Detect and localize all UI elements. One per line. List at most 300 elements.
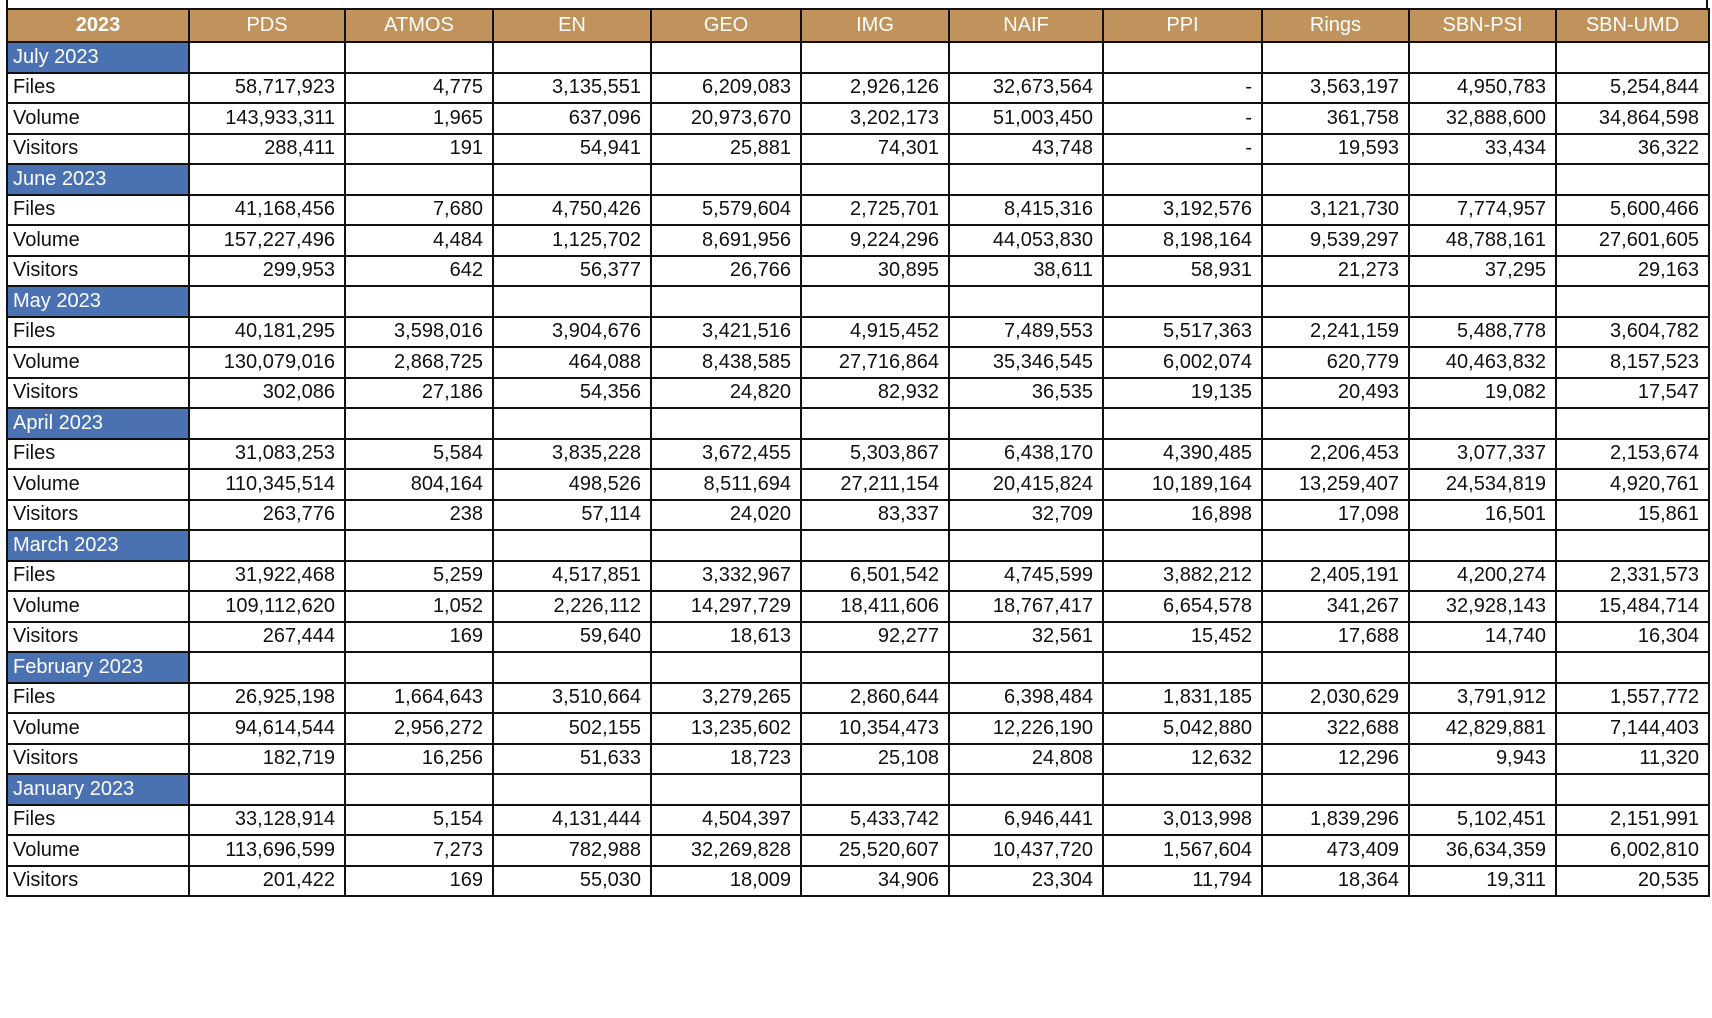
value-cell: 20,973,670 [651,103,801,134]
value-cell: 74,301 [801,134,949,165]
empty-cell [1409,408,1556,439]
month-label: February 2023 [7,652,189,683]
value-cell: 36,634,359 [1409,835,1556,866]
empty-cell [1103,774,1262,805]
value-cell: 51,003,450 [949,103,1103,134]
value-cell: 6,946,441 [949,805,1103,836]
value-cell: 1,831,185 [1103,683,1262,714]
month-row [7,164,1709,195]
value-cell: 2,926,126 [801,73,949,104]
empty-cell [1409,530,1556,561]
empty-cell [1409,286,1556,317]
value-cell: 2,241,159 [1262,317,1409,348]
table-row [7,744,1709,775]
metric-label: Volume [7,225,189,256]
month-row [7,774,1709,805]
value-cell: 4,131,444 [493,805,651,836]
value-cell: 36,322 [1556,134,1709,165]
value-cell: 11,320 [1556,744,1709,775]
value-cell: 26,925,198 [189,683,345,714]
value-cell: 29,163 [1556,256,1709,287]
value-cell: 5,600,466 [1556,195,1709,226]
value-cell: 32,561 [949,622,1103,653]
metric-label: Files [7,439,189,470]
value-cell: 5,303,867 [801,439,949,470]
value-cell: 54,941 [493,134,651,165]
value-cell: 1,567,604 [1103,835,1262,866]
value-cell: 5,584 [345,439,493,470]
value-cell: 19,135 [1103,378,1262,409]
value-cell: 288,411 [189,134,345,165]
value-cell: 4,775 [345,73,493,104]
value-cell: 15,484,714 [1556,591,1709,622]
value-cell: 5,154 [345,805,493,836]
metric-label: Volume [7,347,189,378]
value-cell: 30,895 [801,256,949,287]
empty-cell [493,286,651,317]
value-cell: 58,931 [1103,256,1262,287]
value-cell: 42,829,881 [1409,713,1556,744]
value-cell: 8,198,164 [1103,225,1262,256]
table-row [7,622,1709,653]
empty-cell [1409,164,1556,195]
empty-cell [1556,286,1709,317]
value-cell: 18,009 [651,866,801,897]
empty-cell [189,164,345,195]
empty-cell [1262,774,1409,805]
empty-cell [493,652,651,683]
empty-cell [949,164,1103,195]
table-row [7,134,1709,165]
value-cell: 94,614,544 [189,713,345,744]
table-row [7,500,1709,531]
empty-cell [651,652,801,683]
value-cell: 40,463,832 [1409,347,1556,378]
table-row [7,439,1709,470]
column-header: IMG [801,9,949,42]
month-row [7,652,1709,683]
value-cell: 23,304 [949,866,1103,897]
empty-cell [801,652,949,683]
value-cell: 2,331,573 [1556,561,1709,592]
value-cell: 191 [345,134,493,165]
metric-label: Volume [7,713,189,744]
value-cell: 55,030 [493,866,651,897]
empty-cell [1262,652,1409,683]
value-cell: 3,135,551 [493,73,651,104]
value-cell: 5,259 [345,561,493,592]
value-cell: 8,415,316 [949,195,1103,226]
empty-cell [345,408,493,439]
value-cell: 4,484 [345,225,493,256]
empty-cell [1262,286,1409,317]
month-row [7,530,1709,561]
value-cell: 27,211,154 [801,469,949,500]
month-label: May 2023 [7,286,189,317]
empty-cell [345,164,493,195]
value-cell: 267,444 [189,622,345,653]
value-cell: 7,489,553 [949,317,1103,348]
empty-cell [1103,530,1262,561]
value-cell: 5,488,778 [1409,317,1556,348]
value-cell: 3,510,664 [493,683,651,714]
value-cell: 27,186 [345,378,493,409]
value-cell: 41,168,456 [189,195,345,226]
metric-label: Volume [7,835,189,866]
value-cell: 31,922,468 [189,561,345,592]
value-cell: 36,535 [949,378,1103,409]
value-cell: 38,611 [949,256,1103,287]
value-cell: 3,121,730 [1262,195,1409,226]
value-cell: 11,794 [1103,866,1262,897]
value-cell: 3,013,998 [1103,805,1262,836]
empty-cell [1556,164,1709,195]
value-cell: 2,206,453 [1262,439,1409,470]
value-cell: 16,501 [1409,500,1556,531]
table-row [7,561,1709,592]
value-cell: 32,709 [949,500,1103,531]
value-cell: 19,082 [1409,378,1556,409]
value-cell: 43,748 [949,134,1103,165]
value-cell: 34,906 [801,866,949,897]
value-cell: 20,535 [1556,866,1709,897]
empty-cell [1262,530,1409,561]
metric-label: Visitors [7,500,189,531]
value-cell: 13,235,602 [651,713,801,744]
empty-cell [189,286,345,317]
value-cell: 5,102,451 [1409,805,1556,836]
empty-cell [651,408,801,439]
value-cell: 1,125,702 [493,225,651,256]
empty-cell [1409,774,1556,805]
metric-label: Files [7,805,189,836]
value-cell: 54,356 [493,378,651,409]
value-cell: 169 [345,622,493,653]
empty-cell [189,774,345,805]
value-cell: 6,438,170 [949,439,1103,470]
value-cell: 24,534,819 [1409,469,1556,500]
value-cell: 15,452 [1103,622,1262,653]
value-cell: 15,861 [1556,500,1709,531]
table-row [7,683,1709,714]
value-cell: 4,915,452 [801,317,949,348]
metric-label: Volume [7,469,189,500]
value-cell: 44,053,830 [949,225,1103,256]
value-cell: 34,864,598 [1556,103,1709,134]
value-cell: 83,337 [801,500,949,531]
value-cell: 3,672,455 [651,439,801,470]
metric-label: Files [7,73,189,104]
value-cell: 201,422 [189,866,345,897]
value-cell: 8,511,694 [651,469,801,500]
value-cell: 5,254,844 [1556,73,1709,104]
table-row [7,835,1709,866]
empty-cell [1262,42,1409,73]
value-cell: 20,415,824 [949,469,1103,500]
value-cell: 26,766 [651,256,801,287]
value-cell: 6,002,074 [1103,347,1262,378]
table-row [7,195,1709,226]
empty-cell [949,42,1103,73]
value-cell: 17,547 [1556,378,1709,409]
empty-cell [1556,408,1709,439]
value-cell: 32,269,828 [651,835,801,866]
value-cell: 24,020 [651,500,801,531]
table-row [7,805,1709,836]
value-cell: 10,437,720 [949,835,1103,866]
empty-cell [189,408,345,439]
value-cell: 17,688 [1262,622,1409,653]
value-cell: 92,277 [801,622,949,653]
value-cell: 110,345,514 [189,469,345,500]
value-cell: 2,030,629 [1262,683,1409,714]
column-header: SBN-UMD [1556,9,1709,42]
value-cell: 3,904,676 [493,317,651,348]
value-cell: 6,002,810 [1556,835,1709,866]
value-cell: 18,364 [1262,866,1409,897]
value-cell: 40,181,295 [189,317,345,348]
value-cell: 31,083,253 [189,439,345,470]
value-cell: 2,725,701 [801,195,949,226]
value-cell: 37,295 [1409,256,1556,287]
value-cell: 4,517,851 [493,561,651,592]
column-header: PDS [189,9,345,42]
empty-cell [493,42,651,73]
empty-cell [493,530,651,561]
empty-cell [493,774,651,805]
empty-cell [651,774,801,805]
value-cell: 113,696,599 [189,835,345,866]
metric-label: Volume [7,591,189,622]
year-header: 2023 [7,9,189,42]
value-cell: 2,860,644 [801,683,949,714]
value-cell: 109,112,620 [189,591,345,622]
value-cell: 3,563,197 [1262,73,1409,104]
value-cell: 341,267 [1262,591,1409,622]
value-cell: 169 [345,866,493,897]
value-cell: 6,398,484 [949,683,1103,714]
empty-cell [1556,652,1709,683]
empty-cell [651,164,801,195]
table-body [7,42,1709,896]
value-cell: 82,932 [801,378,949,409]
empty-cell [651,286,801,317]
value-cell: 4,200,274 [1409,561,1556,592]
value-cell: 7,144,403 [1556,713,1709,744]
value-cell: 361,758 [1262,103,1409,134]
metric-label: Files [7,317,189,348]
value-cell: 473,409 [1262,835,1409,866]
sheet-top-edge [6,0,1708,8]
column-header: SBN-PSI [1409,9,1556,42]
value-cell: 2,226,112 [493,591,651,622]
value-cell: 58,717,923 [189,73,345,104]
value-cell: 804,164 [345,469,493,500]
empty-cell [801,164,949,195]
value-cell: 4,750,426 [493,195,651,226]
value-cell: 8,691,956 [651,225,801,256]
empty-cell [949,530,1103,561]
empty-cell [345,774,493,805]
empty-cell [493,164,651,195]
empty-cell [1409,42,1556,73]
metric-label: Files [7,195,189,226]
empty-cell [949,408,1103,439]
value-cell: 25,520,607 [801,835,949,866]
value-cell: 19,311 [1409,866,1556,897]
empty-cell [949,774,1103,805]
value-cell: 2,405,191 [1262,561,1409,592]
value-cell: 238 [345,500,493,531]
value-cell: 3,421,516 [651,317,801,348]
value-cell: 18,723 [651,744,801,775]
value-cell: 5,042,880 [1103,713,1262,744]
table-row [7,469,1709,500]
value-cell: 1,839,296 [1262,805,1409,836]
empty-cell [651,42,801,73]
value-cell: 24,808 [949,744,1103,775]
value-cell: 7,680 [345,195,493,226]
value-cell: 3,791,912 [1409,683,1556,714]
metric-label: Visitors [7,256,189,287]
value-cell: 182,719 [189,744,345,775]
empty-cell [345,286,493,317]
metric-label: Visitors [7,622,189,653]
table-row [7,591,1709,622]
empty-cell [1556,530,1709,561]
value-cell: 12,632 [1103,744,1262,775]
value-cell: 3,202,173 [801,103,949,134]
table-row [7,256,1709,287]
value-cell: 498,526 [493,469,651,500]
value-cell: 7,774,957 [1409,195,1556,226]
value-cell: 48,788,161 [1409,225,1556,256]
value-cell: 1,965 [345,103,493,134]
metric-label: Visitors [7,378,189,409]
value-cell: 502,155 [493,713,651,744]
value-cell: 4,950,783 [1409,73,1556,104]
value-cell: 17,098 [1262,500,1409,531]
value-cell: 3,332,967 [651,561,801,592]
value-cell: 10,189,164 [1103,469,1262,500]
value-cell: 3,598,016 [345,317,493,348]
value-cell: 642 [345,256,493,287]
metric-label: Visitors [7,134,189,165]
column-header: PPI [1103,9,1262,42]
month-row [7,286,1709,317]
value-cell: 9,943 [1409,744,1556,775]
table-row [7,73,1709,104]
metric-label: Files [7,683,189,714]
value-cell: - [1103,103,1262,134]
value-cell: 4,504,397 [651,805,801,836]
metric-label: Volume [7,103,189,134]
value-cell: 263,776 [189,500,345,531]
month-label: January 2023 [7,774,189,805]
value-cell: 5,433,742 [801,805,949,836]
value-cell: 1,052 [345,591,493,622]
table-row [7,317,1709,348]
value-cell: 12,226,190 [949,713,1103,744]
empty-cell [1103,286,1262,317]
value-cell: 9,224,296 [801,225,949,256]
value-cell: 35,346,545 [949,347,1103,378]
column-header: Rings [1262,9,1409,42]
value-cell: 1,557,772 [1556,683,1709,714]
empty-cell [345,652,493,683]
value-cell: 8,438,585 [651,347,801,378]
column-header: ATMOS [345,9,493,42]
value-cell: 56,377 [493,256,651,287]
value-cell: 20,493 [1262,378,1409,409]
empty-cell [345,42,493,73]
empty-cell [801,42,949,73]
month-label: March 2023 [7,530,189,561]
value-cell: 21,273 [1262,256,1409,287]
value-cell: 7,273 [345,835,493,866]
value-cell: 782,988 [493,835,651,866]
value-cell: 4,920,761 [1556,469,1709,500]
empty-cell [949,652,1103,683]
value-cell: 27,601,605 [1556,225,1709,256]
value-cell: 6,209,083 [651,73,801,104]
value-cell: 3,279,265 [651,683,801,714]
value-cell: 33,128,914 [189,805,345,836]
month-label: April 2023 [7,408,189,439]
value-cell: 14,297,729 [651,591,801,622]
value-cell: 620,779 [1262,347,1409,378]
value-cell: 16,898 [1103,500,1262,531]
stats-table [6,8,1710,897]
value-cell: 13,259,407 [1262,469,1409,500]
value-cell: 5,517,363 [1103,317,1262,348]
value-cell: 32,928,143 [1409,591,1556,622]
value-cell: 4,745,599 [949,561,1103,592]
value-cell: 3,192,576 [1103,195,1262,226]
value-cell: - [1103,73,1262,104]
empty-cell [1556,774,1709,805]
empty-cell [801,408,949,439]
value-cell: 2,956,272 [345,713,493,744]
value-cell: - [1103,134,1262,165]
value-cell: 10,354,473 [801,713,949,744]
table-row [7,347,1709,378]
value-cell: 302,086 [189,378,345,409]
value-cell: 18,411,606 [801,591,949,622]
column-header: GEO [651,9,801,42]
empty-cell [189,530,345,561]
value-cell: 33,434 [1409,134,1556,165]
month-row [7,408,1709,439]
value-cell: 32,888,600 [1409,103,1556,134]
header-row [7,9,1709,42]
empty-cell [1103,652,1262,683]
empty-cell [345,530,493,561]
value-cell: 299,953 [189,256,345,287]
month-label: July 2023 [7,42,189,73]
value-cell: 2,151,991 [1556,805,1709,836]
value-cell: 3,604,782 [1556,317,1709,348]
value-cell: 1,664,643 [345,683,493,714]
empty-cell [1262,408,1409,439]
empty-cell [1103,42,1262,73]
column-header: EN [493,9,651,42]
table-row [7,225,1709,256]
value-cell: 2,153,674 [1556,439,1709,470]
value-cell: 4,390,485 [1103,439,1262,470]
month-label: June 2023 [7,164,189,195]
value-cell: 130,079,016 [189,347,345,378]
